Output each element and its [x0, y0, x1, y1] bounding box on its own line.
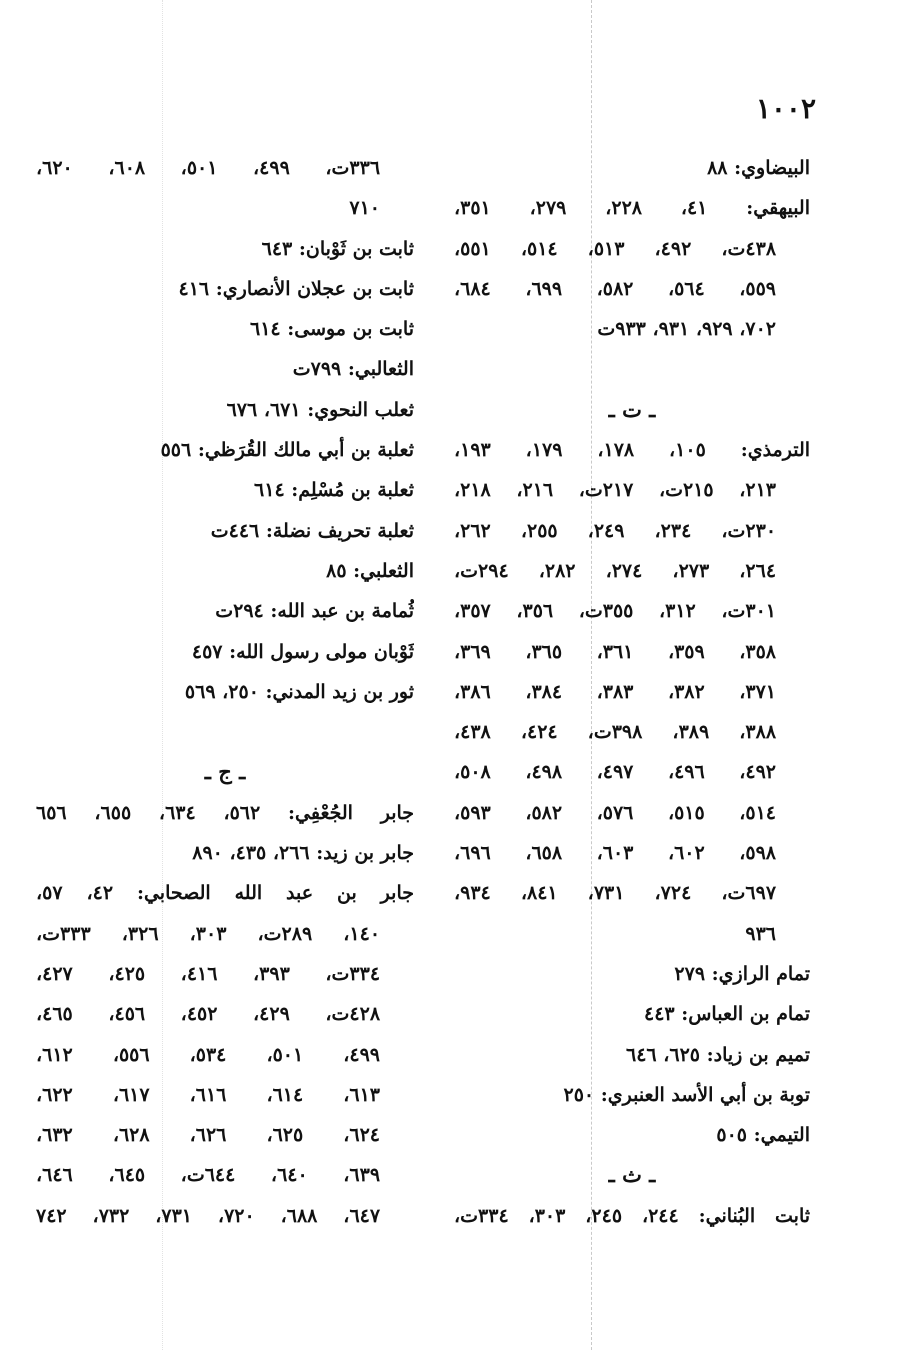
index-entry: تميم بن زياد: ٦٢٥، ٦٤٦ [626, 1043, 810, 1066]
index-entry: الثعلبي: ٨٥ [326, 559, 414, 582]
index-column-left [36, 148, 414, 1236]
entry-continuation-line: ٣٥٨، ٣٥٩، ٣٦١، ٣٦٥، ٣٦٩، [454, 640, 777, 663]
index-entry: ثعلبة تحريف نضلة: ٤٤٦ت [210, 519, 414, 542]
index-entry: ثور بن زيد المدني: ٢٥٠، ٥٦٩ [184, 680, 414, 703]
index-entry: البيضاوي: ٨٨ [707, 157, 810, 179]
entry-continuation-line: ٩٣٦ [745, 922, 776, 945]
index-entry: توبة بن أبي الأسد العنبري: ٢٥٠ [563, 1083, 810, 1106]
letter-heading: ـ ث ـ [608, 1162, 656, 1188]
index-entry: جابر بن زيد: ٢٦٦، ٤٣٥، ٨٩٠ [192, 842, 414, 865]
entry-continuation-line: ٤٩٢، ٤٩٦، ٤٩٧، ٤٩٨، ٥٠٨، [454, 761, 777, 784]
entry-continuation-line: ٢٣٠ت، ٢٣٤، ٢٤٩، ٢٥٥، ٢٦٢، [454, 519, 777, 542]
entry-continuation-line: ٦١٣، ٦١٤، ٦١٦، ٦١٧، ٦٢٢، [36, 1083, 381, 1106]
entry-continuation-line: ٣٠١ت، ٣١٢، ٣٥٥ت، ٣٥٦، ٣٥٧، [454, 600, 777, 623]
index-entry: ثَوْبان مولى رسول الله: ٤٥٧ [191, 640, 414, 663]
index-entry: التيمي: ٥٠٥ [716, 1124, 810, 1147]
entry-continuation-line: ٣٨٨، ٣٨٩، ٣٩٨ت، ٤٢٤، ٤٣٨، [454, 721, 777, 744]
entry-continuation-line: ٤٣٨ت، ٤٩٢، ٥١٣، ٥١٤، ٥٥١، [454, 237, 777, 260]
index-column-right [454, 148, 810, 1236]
entry-continuation-line: ٧٠٢، ٩٢٩، ٩٣١، ٩٣٣ت [597, 318, 776, 341]
index-entry: الثعالبي: ٧٩٩ت [292, 358, 414, 381]
index-entry: جابر الجُعْفِي: ٥٦٢، ٦٣٤، ٦٥٥، ٦٥٦ [36, 801, 414, 824]
entry-continuation-line: ٤٩٩، ٥٠١، ٥٣٤، ٥٥٦، ٦١٢، [36, 1043, 381, 1066]
index-entry: الترمذي: ١٠٥، ١٧٨، ١٧٩، ١٩٣، [454, 439, 810, 462]
index-entry: ثابت بن عجلان الأنصاري: ٤١٦ [178, 277, 414, 300]
index-entry: ثعلبة بن أبي مالك القُرَظي: ٥٥٦ [160, 439, 414, 462]
index-entry: البيهقي: ٤١، ٢٢٨، ٢٧٩، ٣٥١، [454, 197, 810, 220]
index-entry: ثابت بن موسى: ٦١٤ [249, 318, 414, 341]
entry-continuation-line: ٣٣٤ت، ٣٩٣، ٤١٦، ٤٢٥، ٤٢٧، [36, 962, 381, 985]
entry-continuation-line: ٢٦٤، ٢٧٣، ٢٧٤، ٢٨٢، ٢٩٤ت، [454, 559, 777, 582]
entry-continuation-line: ٧١٠ [349, 197, 380, 220]
index-entry: ثابت بن ثَوْبان: ٦٤٣ [261, 237, 414, 260]
entry-continuation-line: ٥١٤، ٥١٥، ٥٧٦، ٥٨٢، ٥٩٣، [454, 801, 777, 824]
index-entry: تمام بن العباس: ٤٤٣ [643, 1003, 810, 1026]
page-number: ١٠٠٢ [755, 92, 816, 125]
entry-continuation-line: ٣٧١، ٣٨٢، ٣٨٣، ٣٨٤، ٣٨٦، [454, 680, 777, 703]
index-entry: ثابت البُناني: ٢٤٤، ٢٤٥، ٣٠٣، ٣٣٤ت، [454, 1204, 810, 1227]
entry-continuation-line: ٦٣٩، ٦٤٠، ٦٤٤ت، ٦٤٥، ٦٤٦، [36, 1164, 381, 1187]
index-entry: تمام الرازي: ٢٧٩ [674, 962, 810, 985]
entry-continuation-line: ١٤٠، ٢٨٩ت، ٣٠٣، ٣٢٦، ٣٣٣ت، [36, 922, 381, 945]
letter-heading: ـ ج ـ [204, 759, 246, 785]
entry-continuation-line: ٦٩٧ت، ٧٢٤، ٧٣١، ٨٤١، ٩٣٤، [454, 882, 777, 905]
entry-continuation-line: ٥٩٨، ٦٠٢، ٦٠٣، ٦٥٨، ٦٩٦، [454, 842, 777, 865]
index-entry: ثُمامة بن عبد الله: ٢٩٤ت [215, 600, 414, 623]
index-entry: جابر بن عبد الله الصحابي: ٤٢، ٥٧، [36, 882, 414, 905]
index-entry: ثعلبة بن مُسْلِم: ٦١٤ [254, 479, 414, 502]
entry-continuation-line: ٦٢٤، ٦٢٥، ٦٢٦، ٦٢٨، ٦٣٢، [36, 1124, 381, 1147]
entry-continuation-line: ٤٢٨ت، ٤٢٩، ٤٥٢، ٤٥٦، ٤٦٥، [36, 1003, 381, 1026]
entry-continuation-line: ٣٣٦ت، ٤٩٩، ٥٠١، ٦٠٨، ٦٢٠، [36, 157, 381, 179]
spacer [454, 349, 810, 389]
entry-continuation-line: ٥٥٩، ٥٦٤، ٥٨٢، ٦٩٩، ٦٨٤، [454, 277, 777, 300]
spacer [36, 712, 414, 752]
entry-continuation-line: ٦٤٧، ٦٨٨، ٧٢٠، ٧٣١، ٧٣٢، ٧٤٢ [36, 1204, 381, 1227]
index-entry: ثعلب النحوي: ٦٧١، ٦٧٦ [226, 398, 414, 421]
letter-heading: ـ ت ـ [608, 396, 656, 422]
entry-continuation-line: ٢١٣، ٢١٥ت، ٢١٧ت، ٢١٦، ٢١٨، [454, 479, 777, 502]
